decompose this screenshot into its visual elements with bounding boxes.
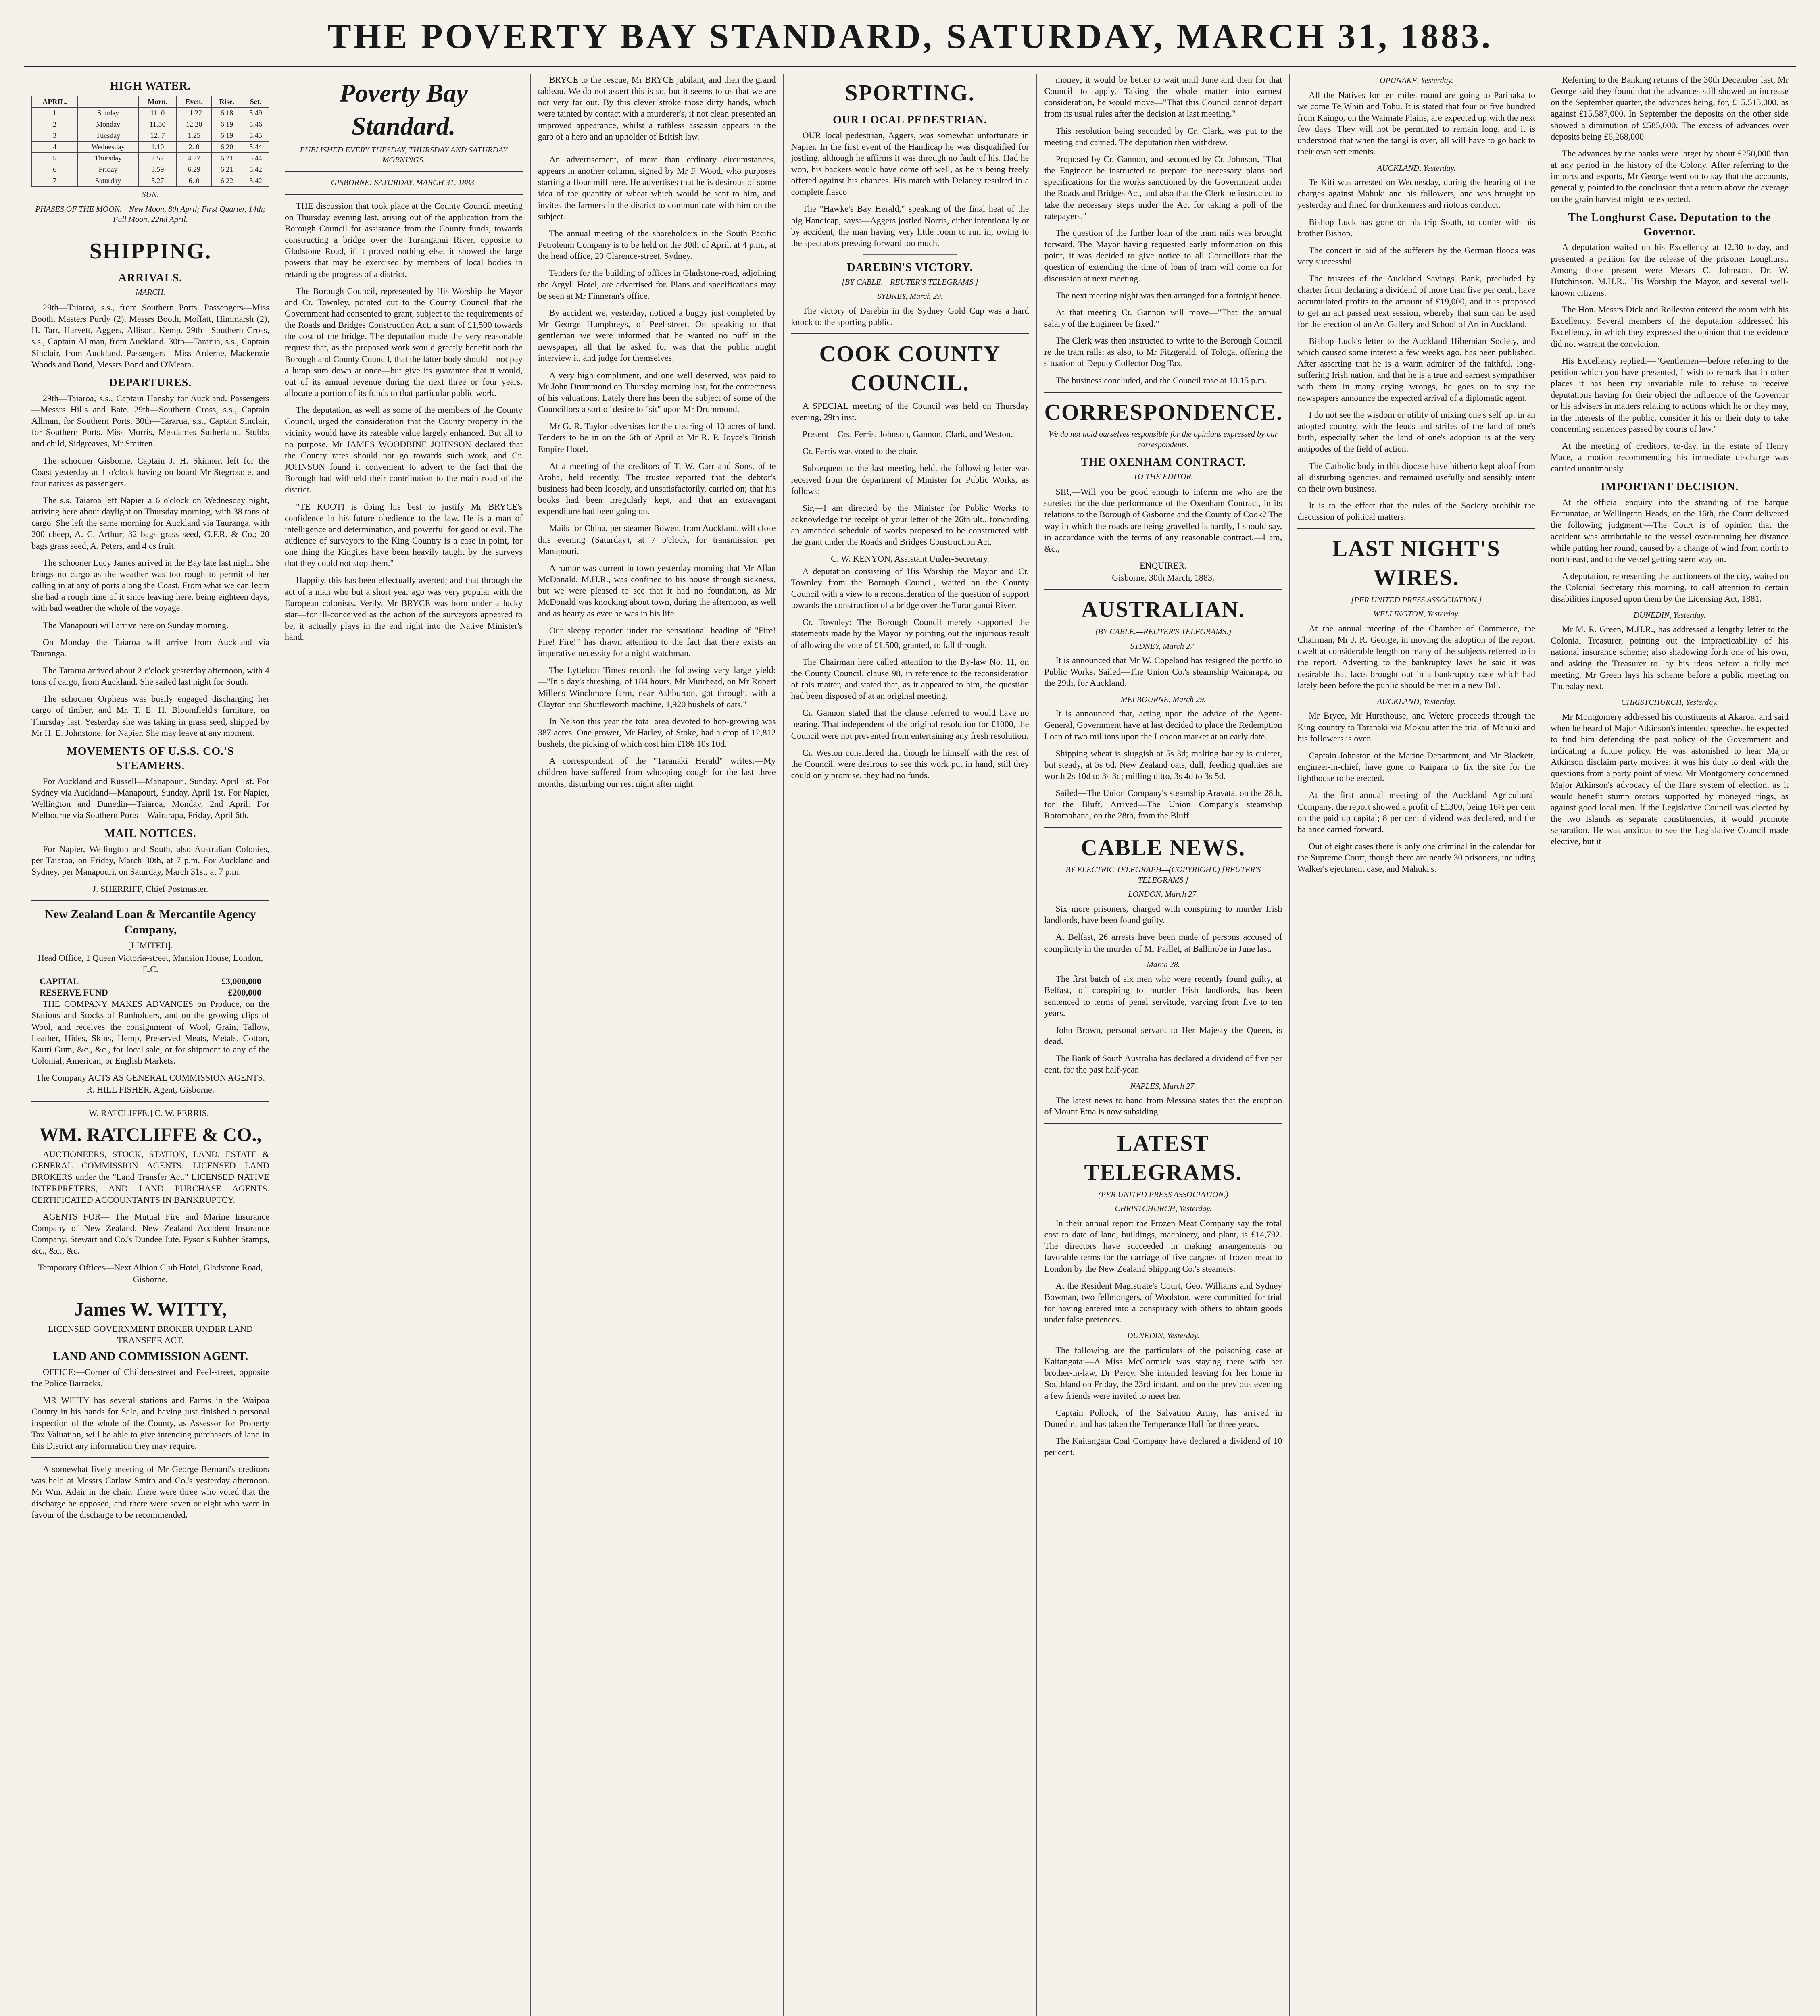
shipping-p5: On Monday the Taiaroa will arrive from Auckland via Tauranga. bbox=[31, 637, 269, 658]
news-p13: In Nelson this year the total area devoted to hop-growing was 387 acres. One grower, Mr Harley, of Stoke, had a crop of 12,812 bushels, the picking of which cost him £186 10s 10d. bbox=[538, 716, 776, 749]
wires-p5: Out of eight cases there is only one criminal in the calendar for the Supreme Court, though there are nearly 30 prisoners, including Walker's ejectment case, and Mahuki's. bbox=[1297, 841, 1536, 874]
editorial-p3: The deputation, as well as some of the members of the County Council, urged the consideration that the County property in the vicinity would have its rateable value largely enhanced. But all to no purpose. Mr JAMES WOODBINE JOHNSON declared that the County rates should not go towards such work, and Cr. JOHNSON found it convenient to advert to the fact that the Borough had withheld their contribution to the main road of the district. bbox=[284, 405, 523, 495]
moon-note: PHASES OF THE MOON.—New Moon, 8th April; First Quarter, 14th; Full Moon, 22nd April. bbox=[35, 204, 266, 224]
tide-cell: 5.27 bbox=[138, 175, 177, 187]
cable-p5: The Bank of South Australia has declared a dividend of five per cent. for the past half-year. bbox=[1044, 1053, 1282, 1075]
cable-dateline-1: LONDON, March 27. bbox=[1128, 890, 1199, 899]
loan-limited: [LIMITED]. bbox=[128, 940, 173, 951]
witty-sub: LICENSED GOVERNMENT BROKER UNDER LAND TRANSFER ACT. bbox=[48, 1324, 253, 1345]
council-cont-p5: The next meeting night was then arranged for a fortnight hence. bbox=[1055, 290, 1282, 300]
tide-body bbox=[32, 107, 269, 186]
latest-p1: In their annual report the Frozen Meat Company say the total cost to date of land, buildings, machinery, and plant, is £14,792. The directors have succeeded in making arrangements on favorable terms for the carriage of five cargoes of frozen meat to London by the New Zealand Shipping Co.'s steamers. bbox=[1044, 1218, 1282, 1274]
masthead-date: SATURDAY, MARCH 31, 1883. bbox=[946, 17, 1493, 56]
news-p12: The Lyttelton Times records the following very large yield:—"In a day's threshing, of 184 hours, Mr Muirhead, on Mr Robert Miller's Winchmore farm, near Ashburton, got through, with a Clayton and Shuttleworth machine, 1,920 bushels of oats." bbox=[538, 665, 776, 709]
news-p3: The annual meeting of the shareholders in the South Pacific Petroleum Company is to be held on the 30th of April, at 4 p.m., at the head office, 20 Clarence-street, Sydney. bbox=[538, 228, 776, 261]
christchurch-text: Mr Montgomery addressed his constituents at Akaroa, and said when he heard of Major Atkinson's intended speeches, he expected to find him defending the past policy of the Government and indicating a future policy. He was astonished to hear Major Atkinson disclaim party motives; it was his duty to deal with the questions from a party point of view. Mr Montgomery condemned Major Atkinson's advocacy of the Hare system of election, as it would benefit stump orators supported by moneyed rings, as against good local men. If the Legislative Council was elected by the two Islands as separate constituencies, it would promote separation. He was anxious to see the Legislative Council made elective, but it bbox=[1551, 711, 1789, 847]
tide-cell: 6.21 bbox=[211, 164, 242, 175]
departures-text: 29th—Taiaroa, s.s., Captain Hansby for Auckland. Passengers—Messrs Hills and Bate. 29th—Southern Cross, s.s., Captain Allman, for Southern Ports. 30th—Tararua, s.s., Captain Sinclair, for Southern Ports. Miss Morris, Mesdames Sutherland, Stubbs and child, Sidgreaves, Mr Smitten. bbox=[31, 393, 269, 449]
tide-cell: 5.45 bbox=[242, 130, 269, 141]
tide-row bbox=[32, 130, 269, 141]
movements-text: For Auckland and Russell—Manapouri, Sunday, April 1st. For Sydney via Auckland—Manapouri, Sunday, April 1st. For Napier, Wellington and Dunedin—Taiaroa, Monday, 2nd April. For Melbourne via Southern Ports—Wairarapa, Friday, April 6th. bbox=[31, 776, 269, 821]
tide-cell: 5.46 bbox=[242, 119, 269, 130]
arrivals-text: 29th—Taiaroa, s.s., from Southern Ports. Passengers—Miss Booth, Masters Purdy (2), Messrs Booth, Moffatt, Himmarsh (2), H. Tarr, Harvett, Aggers, Allison, Kemp. 29th—Southern Cross, s.s., Captain Allman, from Auckland. 30th—Tararua, s.s., Captain Sinclair, from Auckland. Passengers—Miss Arderne, Mackenzie Woods and Bond, Messrs Bond and O'Meara. bbox=[31, 302, 269, 369]
editorial-dateline: GISBORNE: SATURDAY, MARCH 31, 1883. bbox=[331, 178, 476, 187]
tide-cell: 5.44 bbox=[242, 152, 269, 164]
tide-row bbox=[32, 175, 269, 187]
news-p11: Our sleepy reporter under the sensational heading of "Fire! Fire! Fire!" has drawn attention to the fact that there exists an imperative necessity for a night watchman. bbox=[538, 625, 776, 658]
council-cont-p4: The question of the further loan of the tram rails was brought forward. The Mayor having requested early information on this point, it was decided to give notice to all Councillors that the question of extending the time of loan of tram will come on for discussion at next meeting. bbox=[1044, 227, 1282, 283]
witty-body: MR WITTY has several stations and Farms in the Waipoa County in his hands for Sale, and having just finished a personal inspection of the whole of the County, as Assessor for Property Tax Valuation, will be able to give intending purchasers of land in this District any information they may require. bbox=[31, 1395, 269, 1451]
witty-office: OFFICE:—Corner of Childers-street and Peel-street, opposite the Police Barracks. bbox=[31, 1366, 269, 1389]
tide-cell: 6.29 bbox=[177, 164, 211, 175]
tide-row bbox=[32, 141, 269, 152]
tide-cell: Sunday bbox=[78, 107, 139, 119]
australian-dateline-1: SYDNEY, March 27. bbox=[1130, 641, 1196, 651]
arrivals-title: ARRIVALS. bbox=[118, 271, 183, 284]
oxenham-date: Gisborne, 30th March, 1883. bbox=[1112, 573, 1215, 583]
cable-dateline-2: March 28. bbox=[1147, 960, 1180, 969]
bernard-text: A somewhat lively meeting of Mr George Bernard's creditors was held at Messrs Carlaw Smith and Co.'s yesterday afternoon. Mr Wm. Adair in the chair. There were three who voted that the discharge be opposed, and there were seven or eight who were in favour of the discharge to be recommended. bbox=[31, 1464, 269, 1520]
mail-title: MAIL NOTICES. bbox=[104, 827, 196, 840]
tide-month: APRIL. bbox=[32, 96, 78, 107]
wires-p4: At the first annual meeting of the Auckland Agricultural Company, the report showed a profit of £1300, being 16½ per cent on the paid up capital; 8 per cent dividend was declared, and the balance carried forward. bbox=[1297, 790, 1536, 834]
darebin-tag: [BY CABLE.—REUTER'S TELEGRAMS.] bbox=[842, 277, 978, 287]
council-cont-p6: At that meeting Cr. Gannon will move—"That the annual salary of the Engineer be fixed." bbox=[1044, 307, 1282, 329]
important-p1: At the official enquiry into the stranding of the barque Fortunatae, at Wellington Heads, on the 16th, the Court delivered the following judgment:—The Court is of opinion that the accident was attributable to the vessel over-running her distance while putting her round, caused by a change of wind from north to north-east, and to the vessel getting stern way on. bbox=[1551, 497, 1789, 564]
cook-p3: Cr. Ferris was voted to the chair. bbox=[802, 446, 918, 456]
loan-body: THE COMPANY MAKES ADVANCES on Produce, on the Stations and Stocks of Runholders, and on the growing clips of Wool, and receives the consignment of Wool, Grain, Tallow, Leather, Hides, Skins, Hemp, Preserved Meats, Metals, Cotton, Kauri Gum, &c., &c., for local sale, or for shipment to any of the Colonial, American, or English Markets. bbox=[31, 999, 269, 1066]
longhurst-title: The Longhurst Case. Deputation to the Governor. bbox=[1568, 211, 1771, 238]
masthead bbox=[24, 16, 1796, 67]
masthead-title: THE POVERTY BAY STANDARD, bbox=[327, 17, 934, 56]
tide-table bbox=[31, 96, 269, 187]
cook-p4: Subsequent to the last meeting held, the following letter was received from the department of Minister for Public Works, as follows:— bbox=[791, 463, 1029, 496]
news-p1: BRYCE to the rescue, Mr BRYCE jubilant, and then the grand tableau. We do not assert this is so, but it seems to us that we are not very far out. By this clever stroke those dirty hands, which were tainted by contact with a murderer's, if not clean presented an improved appearance, whilst a ruthless assassin appears in the garb of a hero and an upholder of British law. bbox=[538, 75, 776, 142]
tide-cell: 6.19 bbox=[211, 130, 242, 141]
movements-title: MOVEMENTS OF U.S.S. CO.'S STEAMERS. bbox=[67, 745, 234, 772]
council-cont-p1: money; it would be better to wait until June and then for that Council to apply. Taking the whole matter into earnest consideration, he would move—"That this Council cannot depart from its usual rules after the decision at last meeting." bbox=[1044, 75, 1282, 119]
shipping-p1: The schooner Gisborne, Captain J. H. Skinner, left for the Coast yesterday at 1 o'clock having on board Mr Stegrosole, and four natives as passengers. bbox=[31, 455, 269, 488]
ratcliffe-body: AUCTIONEERS, STOCK, STATION, LAND, ESTATE & GENERAL COMMISSION AGENTS. LICENSED LAND BROKERS under the "Land Transfer Act." LICENSED NATIVE INTERPRETERS, AND LAND PURCHASE AGENTS. CERTIFICATED ACCOUNTANTS IN BANKRUPTCY. bbox=[31, 1149, 269, 1205]
shipping-p7: The schooner Orpheus was busily engaged discharging her cargo of timber, and Mr. T. E. H. Bloomfield's furniture, on Thursday last. Yesterday she was taking in grass seed, shipped by Mr H. E. Johnstone, for Napier. She may leave at any moment. bbox=[31, 694, 269, 738]
banking-p1: Referring to the Banking returns of the 30th December last, Mr George said they found that the advances still showed an increase on the September quarter, the advances being, for, £15,513,000, as against £15,587,000. In September the deposits on the other side showed a diminution of £585,000. The excess of advances over deposits being £6,268,000. bbox=[1551, 75, 1789, 142]
auckland-p5: Bishop Luck's letter to the Auckland Hibernian Society, and which caused some interest a few weeks ago, has been published. After asserting that he is a warm admirer of the faithful, long-suffering Irish nation, and that he is a true and earnest sympathiser with them in many crying wrongs, he goes on to say the newspapers announce the expected arrival of a diplomatic agent. bbox=[1297, 336, 1536, 403]
australian-dateline-2: MELBOURNE, March 29. bbox=[1120, 695, 1206, 704]
council-cont-p7: The Clerk was then instructed to write to the Borough Council re the tram rails; as also, to Mr Fitzgerald, of Tologa, offering the situation of Deputy Collector Dog Tax. bbox=[1044, 335, 1282, 369]
tide-sun-heading: SUN. bbox=[142, 190, 159, 200]
news-p8: At a meeting of the creditors of T. W. Carr and Sons, of te Aroha, held recently, The trustee reported that the debtor's business had been loosely, and unsatisfactorily, carried on; that his books had been irregularly kept, and that an extravagant expenditure had been going on. bbox=[538, 460, 776, 516]
tide-cell: Friday bbox=[78, 164, 139, 175]
darebin-dateline: SYDNEY, March 29. bbox=[877, 292, 943, 301]
tide-col-even: Even. bbox=[177, 96, 211, 107]
editorial-published: PUBLISHED EVERY TUESDAY, THURSDAY AND SATURDAY MORNINGS. bbox=[300, 145, 508, 165]
editorial-title: Poverty Bay Standard. bbox=[339, 79, 468, 140]
australian-p2: It is announced that, acting upon the advice of the Agent-General, Government have at last decided to place the Redemption Loan of two millions upon the London market at an early date. bbox=[1044, 708, 1282, 741]
cable-p3: The first batch of six men who were recently found guilty, at Belfast, of conspiring to murder Irish landlords, has been sentenced to terms of penal servitude, varying from five to ten years. bbox=[1044, 974, 1282, 1018]
dunedin-text: Mr M. R. Green, M.H.R., has addressed a lengthy letter to the Colonial Treasurer, pointing out the impracticability of his national insurance scheme; also shadowing forth one of his own, and asking the Treasurer to lay his ideas before a fully met meeting. Mr Green lays his scheme before a public meeting on Thursday next. bbox=[1551, 624, 1789, 691]
shipping-p6: The Tararua arrived about 2 o'clock yesterday afternoon, with 4 tons of cargo, from Auckland. She sailed last night for South. bbox=[31, 665, 269, 687]
tide-cell: 6. 0 bbox=[177, 175, 211, 187]
australian-p4: Sailed—The Union Company's steamship Aravata, on the 28th, for the Bluff. Arrived—The Union Company's steamship Rotomahana, on the 28th, from the Bluff. bbox=[1044, 788, 1282, 821]
departures-title: DEPARTURES. bbox=[109, 376, 192, 389]
tide-cell: 6.21 bbox=[211, 152, 242, 164]
auckland-p7: The Catholic body in this diocese have hitherto kept aloof from all disturbing agencies, and remained usefully and sensibly intent on their own business. bbox=[1297, 460, 1536, 494]
cook-p7: Cr. Townley: The Borough Council merely supported the statements made by the Mayor by pointing out the injurious result of allowing the vote of £1,500, granted, to fall through. bbox=[791, 617, 1029, 650]
tide-col-set: Set. bbox=[242, 96, 269, 107]
editorial-p4: "TE KOOTI is doing his best to justify Mr BRYCE's confidence in his future obedience to the law. He is a man of intelligence and determination, and powerful for good or evil. The audience of surveyors to the King Country is a case in point, for one thing the Kingites have been heavily taught by the surveys that they could not stop them." bbox=[284, 501, 523, 569]
tide-cell: 5.44 bbox=[242, 141, 269, 152]
news-p14: A correspondent of the "Taranaki Herald" writes:—My children have suffered from whooping cough for the last three months, disturbing our rest night after night. bbox=[538, 756, 776, 789]
longhurst-p3: His Excellency replied:—"Gentlemen—before referring to the petition which you have presented, I wish to remark that in other places it has been my invariable rule to refuse to receive deputations having for their object the influence of the Governor or his advisers in matters relating to actions which he or they may, in the interests of the public, consider it his or their duty to take concerning sentences passed by courts of law." bbox=[1551, 355, 1789, 434]
tide-cell: 2.57 bbox=[138, 152, 177, 164]
latest-p4: Captain Pollock, of the Salvation Army, has arrived in Dunedin, and has taken the Temperance Hall for three years. bbox=[1044, 1407, 1282, 1429]
tide-cell: 11.22 bbox=[177, 107, 211, 119]
tide-cell: 6.19 bbox=[211, 119, 242, 130]
australian-title: AUSTRALIAN. bbox=[1081, 597, 1245, 623]
auckland-p8: It is to the effect that the rules of the Society prohibit the discussion of political matters. bbox=[1297, 500, 1536, 522]
tide-col-morn: Morn. bbox=[138, 96, 177, 107]
capital-line: CAPITAL £3,000,000 bbox=[40, 976, 261, 986]
postmaster: J. SHERRIFF, Chief Postmaster. bbox=[92, 883, 208, 894]
tide-cell: 6 bbox=[32, 164, 78, 175]
auckland-p2: Bishop Luck has gone on his trip South, to confer with his brother Bishop. bbox=[1297, 217, 1536, 238]
shipping-title: SHIPPING. bbox=[89, 238, 212, 264]
news-p4: Tenders for the building of offices in Gladstone-road, adjoining the Argyll Hotel, are advertised for. Plans and specifications may be seen at Mr Finneran's office. bbox=[538, 268, 776, 301]
shipping-p3: The schooner Lucy James arrived in the Bay late last night. She brings no cargo as the weather was too rough to permit of her calling in at any of ports along the Coast. From what we can learn she had a rough time of it since leaving here, being eighteen days, with bad weather the whole of the voyage. bbox=[31, 557, 269, 613]
tide-cell: 6.18 bbox=[211, 107, 242, 119]
sporting-title: SPORTING. bbox=[845, 81, 975, 106]
ratcliffe-names: W. RATCLIFFE.] C. W. FERRIS.] bbox=[89, 1108, 212, 1118]
auckland-p4: The trustees of the Auckland Savings' Bank, precluded by charter from declaring a dividend of more than five per cent., have accumulated profits to the amount of £19,000, and it is proposed to get an act passed next session, whereby that sum can be used for the erection of an Art Gallery and School of Art in Auckland. bbox=[1297, 273, 1536, 329]
christchurch-dateline: CHRISTCHURCH, Yesterday. bbox=[1621, 698, 1718, 707]
news-p7: Mr G. R. Taylor advertises for the clearing of 10 acres of land. Tenders to be in on the 6th of April at Mr R. P. Joyce's British Empire Hotel. bbox=[538, 421, 776, 454]
column-3 bbox=[531, 74, 784, 2016]
mail-text: For Napier, Wellington and South, also Australian Colonies, per Taiaroa, on Friday, March 30th, at 7 p.m. For Auckland and Sydney, per Manapouri, on Saturday, March 31st, at 7 p.m. bbox=[31, 844, 269, 877]
auckland-p6: I do not see the wisdom or utility of mixing one's self up, in an adopted country, with the feuds and strifes of the land of one's birth, especially when the land of one's adoption is at the very antipodes of the field of action. bbox=[1297, 409, 1536, 454]
tide-cell: 3.59 bbox=[138, 164, 177, 175]
cable-p2: At Belfast, 26 arrests have been made of persons accused of complicity in the murder of Mr Paillet, at Ballinobe in June last. bbox=[1044, 932, 1282, 954]
oxenham-to: TO THE EDITOR. bbox=[1133, 472, 1193, 481]
wires-dateline-2: AUCKLAND, Yesterday. bbox=[1377, 697, 1456, 706]
tide-row bbox=[32, 152, 269, 164]
tide-cell: 5.42 bbox=[242, 164, 269, 175]
temp-office: Temporary Offices—Next Albion Club Hotel, Gladstone Road, Gisborne. bbox=[38, 1262, 263, 1284]
latest-telegrams-title: LATEST TELEGRAMS. bbox=[1084, 1131, 1243, 1185]
news-p6: A very high compliment, and one well deserved, was paid to Mr John Drummond on Thursday morning last, for the correctness of his valuations. Lately there has been the subject of some of the Councillors a sort of desire to "sit" upon Mr Drummond. bbox=[538, 370, 776, 414]
pedestrian-p2: The "Hawke's Bay Herald," speaking of the final heat of the big Handicap, says:—Aggers jostled Norris, either intentionally or by accident, the man having very little room to run in, owing to the spectators pressing forward too much. bbox=[791, 204, 1029, 248]
editorial-p2: The Borough Council, represented by His Worship the Mayor and Cr. Townley, pointed out to the County Council that the Government had consented to grant, subject to the requirements of the Roads and Bridges Construction Act, a sum of £1,500 towards the cost of the bridge. The deputation made the very reasonable request that, as the proposed work would greatly benefit both the Borough and County Council, that the latter body should—not pay a lump sum down at once—but give its guarantee that it would, out of its annual revenue during the next three or four years, allocate a portion of its funds to that particular public work. bbox=[284, 285, 523, 398]
loan-office: Head Office, 1 Queen Victoria-street, Mansion House, London, E.C. bbox=[38, 952, 263, 974]
cook-sign: C. W. KENYON, Assistant Under-Secretary. bbox=[831, 554, 989, 564]
column-1 bbox=[24, 74, 277, 2016]
cook-p5: Sir,—I am directed by the Minister for Public Works to acknowledge the receipt of your letter of the 26th ult., forwarding an amended schedule of works proposed to be constructed with the grant under the Roads and Bridges Construction Act. bbox=[791, 502, 1029, 547]
oxenham-sign: ENQUIRER. bbox=[1140, 560, 1187, 571]
cable-news-tag: BY ELECTRIC TELEGRAPH—(COPYRIGHT.) [REUTER'S TELEGRAMS.] bbox=[1065, 865, 1261, 885]
tide-cell: Tuesday bbox=[78, 130, 139, 141]
dunedin-dateline: DUNEDIN, Yesterday. bbox=[1633, 610, 1706, 620]
latest-p2: At the Resident Magistrate's Court, Geo. Williams and Sydney Bowman, two fellmongers, of Woolston, were committed for trial for having entered into a conspiracy with others to obtain goods under false pretences. bbox=[1044, 1280, 1282, 1325]
correspondence-title: CORRESPONDENCE. bbox=[1044, 400, 1283, 425]
cable-p6: The latest news to hand from Messina states that the eruption of Mount Etna is now subsiding. bbox=[1044, 1095, 1282, 1117]
tide-cell: 1 bbox=[32, 107, 78, 119]
cook-p10: Cr. Weston considered that though he himself with the rest of the Council, were desirous to see this work put in hand, still they could only promise, they had no funds. bbox=[791, 747, 1029, 781]
auckland-p3: The concert in aid of the sufferers by the German floods was very successful. bbox=[1297, 245, 1536, 267]
tide-cell: 6.20 bbox=[211, 141, 242, 152]
banking-p2: The advances by the banks were larger by about £250,000 than at any period in the history of the Colony. After referring to the imports and exports, Mr George went on to say that the accounts, generally, pointed to the conclusion that a return above the average on the grain harvest might be expected. bbox=[1551, 148, 1789, 204]
editorial-p1: THE discussion that took place at the County Council meeting on Thursday evening last, arising out of the application from the Borough Council for assistance from the County funds, towards constructing a bridge over the Turanganui River, opposite to Gladstone Road, if it proved nothing else, it showed the large powers that may be exercised by members of local bodies in retarding the progress of a district. bbox=[284, 200, 523, 279]
australian-p3: Shipping wheat is sluggish at 5s 3d; malting barley is quieter, but steady, at 5s 6d. New Zealand oats, dull; feeding qualities are worth 2s 10d to 3s 3d; milling ditto, 3s 4d to 3s 5d. bbox=[1044, 748, 1282, 781]
wires-p2: Mr Bryce, Mr Hursthouse, and Wetere proceeds through the King country to Taranaki via Mokau after the trial of Mahuki and his followers is over. bbox=[1297, 710, 1536, 744]
auckland-p1: Te Kiti was arrested on Wednesday, during the hearing of the charges against Mahuki and his followers, and was brought up yesterday and fined for drunkenness and riotous conduct. bbox=[1297, 177, 1536, 210]
tide-cell: Monday bbox=[78, 119, 139, 130]
pedestrian-title: OUR LOCAL PEDESTRIAN. bbox=[833, 113, 987, 126]
oxenham-body: SIR,—Will you be good enough to inform me who are the sureties for the due performance of the Oxenham Contract, in its relations to the Borough of Gisborne and the County of Cook? The way in which the roads are being gravelled is hardly, I should say, in accordance with the terms of any reasonable contract.—I am, &c., bbox=[1044, 487, 1282, 554]
witty-title: James W. WITTY, bbox=[74, 1298, 227, 1320]
tide-cell: 7 bbox=[32, 175, 78, 187]
ratcliffe-title: WM. RATCLIFFE & CO., bbox=[39, 1124, 262, 1145]
tide-cell: Thursday bbox=[78, 152, 139, 164]
news-p10: A rumor was current in town yesterday morning that Mr Allan McDonald, M.H.R., was confined to his house through sickness, but we were pleased to see that it had no foundation, as Mr McDonald was knocking about town, during the afternoon, as well and as hearty as ever he was in his life. bbox=[538, 562, 776, 619]
tide-cell: 5.49 bbox=[242, 107, 269, 119]
longhurst-p1: A deputation waited on his Excellency at 12.30 to-day, and presented a petition for the release of the prisoner Longhurst. Among those present were Messrs C. Johnston, Dr. W. Hutchinson, M.H.R., His Worship the Mayor, and several well-known citizens. bbox=[1551, 242, 1789, 298]
column-7 bbox=[1543, 74, 1796, 2016]
arrivals-month: MARCH. bbox=[135, 288, 165, 297]
auckland-dateline: AUCKLAND, Yesterday. bbox=[1377, 163, 1456, 173]
cook-council-title: COOK COUNTY COUNCIL. bbox=[819, 342, 1001, 396]
important-decision-title: IMPORTANT DECISION. bbox=[1601, 481, 1739, 494]
opunake-text: All the Natives for ten miles round are going to Parihaka to welcome Te Whiti and Tohu. It is stated that four or five hundred from Kaingo, on the Waimate Plains, are expected up with the next few days. They will not be permitted to remain long, and it is understood that when the tangi is over, all will have to go back to their own settlements. bbox=[1297, 90, 1536, 157]
tide-cell: 6.22 bbox=[211, 175, 242, 187]
shipping-p2: The s.s. Taiaroa left Napier a 6 o'clock on Wednesday night, arriving here about daylight on Thursday morning, with 38 tons of cargo. She left the same morning for Auckland via Tauranga, with 200 cheep, A. C. Arthur; 32 bags grass seed, G.F.R. & Co.; 20 bags grass seed, A. Peters, and 4 cs fruit. bbox=[31, 495, 269, 551]
tide-heading: HIGH WATER. bbox=[110, 80, 191, 92]
reserve-line: RESERVE FUND £200,000 bbox=[40, 987, 261, 998]
tide-cell: Saturday bbox=[78, 175, 139, 187]
tide-cell: 5.42 bbox=[242, 175, 269, 187]
tide-cell: 3 bbox=[32, 130, 78, 141]
columns bbox=[24, 74, 1796, 2016]
oxenham-title: THE OXENHAM CONTRACT. bbox=[1081, 456, 1246, 469]
cable-news-title: CABLE NEWS. bbox=[1081, 835, 1246, 860]
longhurst-p2: The Hon. Messrs Dick and Rolleston entered the room with his Excellency. Several members of the deputation addressed his Excellency, in which they expressed the opinion that the evidence did not warrant the conviction. bbox=[1551, 304, 1789, 349]
council-cont-p2: This resolution being seconded by Cr. Clark, was put to the meeting and carried. The deputation then withdrew. bbox=[1044, 125, 1282, 147]
council-cont-p3: Proposed by Cr. Gannon, and seconded by Cr. Johnson, "That the Engineer be instructed to prepare the necessary plans and specifications for the works sanctioned by the Government under the Roads and Bridges Act, and also that the Clerk be instructed to take the necessary steps under the Act for taking a poll of the ratepayers." bbox=[1044, 154, 1282, 221]
column-6 bbox=[1290, 74, 1543, 2016]
loan-acts: The Company ACTS AS GENERAL COMMISSION AGENTS. bbox=[35, 1073, 265, 1083]
australian-p1: It is announced that Mr W. Copeland has resigned the portfolio Public Works. Sailed—The Union Co.'s steamship Wairarapa, on the 29th, for Auckland. bbox=[1044, 655, 1282, 688]
wires-p1: At the annual meeting of the Chamber of Commerce, the Chairman, Mr J. R. George, in moving the adoption of the report, dwelt at considerable length on many of the subjects referred to in the report. Adverting to the bankruptcy laws he said it was desirable that facts brought out in a bankruptcy case which had lately been before the public should be met in a new Bill. bbox=[1297, 623, 1536, 690]
tide-row bbox=[32, 107, 269, 119]
last-nights-wires-tag: [PER UNITED PRESS ASSOCIATION.] bbox=[1351, 595, 1482, 604]
tide-cell: 11.50 bbox=[138, 119, 177, 130]
tide-cell: 2 bbox=[32, 119, 78, 130]
shipping-p4: The Manapouri will arrive here on Sunday morning. bbox=[43, 620, 229, 630]
tide-cell: 4.27 bbox=[177, 152, 211, 164]
darebin-body: The victory of Darebin in the Sydney Gold Cup was a hard knock to the sporting public. bbox=[791, 306, 1029, 327]
tide-cell: 12. 7 bbox=[138, 130, 177, 141]
column-5 bbox=[1037, 74, 1290, 2016]
tide-cell: 5 bbox=[32, 152, 78, 164]
tide-col-rise: Rise. bbox=[211, 96, 242, 107]
loan-agent: R. HILL FISHER, Agent, Gisborne. bbox=[86, 1085, 215, 1095]
news-p2: An advertisement, of more than ordinary circumstances, appears in another column, signed by Mr F. Wood, who purposes starting a flour-mill here. He advertises that he is desirous of some idea of the quantity of wheat which would be sent to him, and invites the farmers in the district to communicate with him on the subject. bbox=[538, 154, 776, 221]
tide-cell: 11. 0 bbox=[138, 107, 177, 119]
important-p2: A deputation, representing the auctioneers of the city, waited on the Colonial Secretary this morning, to call attention to certain disabilities imposed upon them by the Licensing Act, 1881. bbox=[1551, 571, 1789, 604]
cook-p1: A SPECIAL meeting of the Council was held on Thursday evening, 29th inst. bbox=[791, 400, 1029, 422]
tide-row bbox=[32, 119, 269, 130]
wires-p3: Captain Johnston of the Marine Department, and Mr Blackett, engineer-in-chief, have gone to Kaipara to fix the site for the lighthouse to be erected. bbox=[1297, 750, 1536, 783]
latest-p5: The Kaitangata Coal Company have declared a dividend of 10 per cent. bbox=[1044, 1436, 1282, 1458]
australian-tag: (BY CABLE.—REUTER'S TELEGRAMS.) bbox=[1095, 627, 1231, 636]
latest-dateline-1: CHRISTCHURCH, Yesterday. bbox=[1115, 1204, 1212, 1214]
tide-cell: 1.25 bbox=[177, 130, 211, 141]
news-p5: By accident we, yesterday, noticed a buggy just completed by Mr George Humphreys, of Peel-street. On speaking to that gentleman we were informed that he wanted no puff in the newspaper, all that he asked for was that the public might interview it, and judge for themselves. bbox=[538, 307, 776, 363]
loan-title: New Zealand Loan & Mercantile Agency Company, bbox=[45, 907, 256, 937]
tide-cell: 12.20 bbox=[177, 119, 211, 130]
tide-cell: Wednesday bbox=[78, 141, 139, 152]
latest-telegrams-tag: (PER UNITED PRESS ASSOCIATION.) bbox=[1098, 1190, 1228, 1199]
tide-cell: 1.10 bbox=[138, 141, 177, 152]
cook-p8: The Chairman here called attention to the By-law No. 11, on the County Council, clause 98, in reference to the reconsideration of this matter, and stated that, as it appeared to him, the question had been disposed of at an original meeting. bbox=[791, 656, 1029, 701]
council-cont-p8: The business concluded, and the Council rose at 10.15 p.m. bbox=[1055, 375, 1267, 385]
longhurst-p4: At the meeting of creditors, to-day, in the estate of Henry Mace, a motion recommending his immediate discharge was carried unanimously. bbox=[1551, 440, 1789, 474]
cable-p4: John Brown, personal servant to Her Majesty the Queen, is dead. bbox=[1044, 1025, 1282, 1047]
cook-p9: Cr. Gannon stated that the clause referred to would have no bearing. That independent of the original resolution for £1000, the Council were not prevented from entertaining any fresh resolution. bbox=[791, 708, 1029, 741]
cable-p1: Six more prisoners, charged with conspiring to murder Irish landlords, have been found guilty. bbox=[1044, 904, 1282, 925]
agents-for: AGENTS FOR— The Mutual Fire and Marine Insurance Company of New Zealand. New Zealand Accident Insurance Company. Stewart and Co.'s Dundee Jute. Fyson's Rubber Stamps, &c., &c., &c. bbox=[31, 1211, 269, 1256]
news-p9: Mails for China, per steamer Bowen, from Auckland, will close this evening (Saturday), at 7 o'clock, for transmission per Manapouri. bbox=[538, 523, 776, 556]
tide-row bbox=[32, 164, 269, 175]
correspondence-note: We do not hold ourselves responsible for the opinions expressed by our correspondents. bbox=[1049, 430, 1278, 450]
latest-dateline-2: DUNEDIN, Yesterday. bbox=[1127, 1331, 1199, 1341]
last-nights-wires-title: LAST NIGHT'S WIRES. bbox=[1332, 536, 1501, 591]
cook-p2: Present—Crs. Ferris, Johnson, Gannon, Clark, and Weston. bbox=[802, 429, 1013, 439]
tide-cell: 4 bbox=[32, 141, 78, 152]
opunake-dateline: OPUNAKE, Yesterday. bbox=[1380, 76, 1453, 85]
latest-p3: The following are the particulars of the poisoning case at Kaitangata:—A Miss McCormick was staying there with her brother-in-law, Dr Percy. She intended leaving for her home in Southland on Friday, the 23rd instant, and on the previous evening a few friends were invited to meet her. bbox=[1044, 1345, 1282, 1401]
darebin-title: DAREBIN'S VICTORY. bbox=[847, 261, 973, 274]
editorial-p5: Happily, this has been effectually averted; and that through the act of a man who but a short year ago was very popular with the European colonists. Verily, Mr BRYCE was born under a lucky star—for ill-conceived as the action of the surveyors appeared to be, it actually plays in the end right into the Native Minister's hand. bbox=[284, 575, 523, 642]
tide-cell: 2. 0 bbox=[177, 141, 211, 152]
cable-dateline-3: NAPLES, March 27. bbox=[1130, 1081, 1197, 1091]
witty-land: LAND AND COMMISSION AGENT. bbox=[52, 1349, 248, 1363]
column-2 bbox=[277, 74, 531, 2016]
wires-dateline-1: WELLINGTON, Yesterday. bbox=[1373, 610, 1460, 619]
column-4 bbox=[784, 74, 1037, 2016]
cook-p6: A deputation consisting of His Worship the Mayor and Cr. Townley from the Borough Council, waited on the County Council with a view to a reconsideration of the question of support towards the construction of a bridge over the Turanganui River. bbox=[791, 566, 1029, 610]
pedestrian-p1: OUR local pedestrian, Aggers, was somewhat unfortunate in Napier. In the first event of the Handicap he was disqualified for jostling, although he affirms it was through no fault of his. Had he won, his backers would have come off well, as he is being freely offered against his chances. His match with Delaney resulted in a complete fiasco. bbox=[791, 130, 1029, 197]
